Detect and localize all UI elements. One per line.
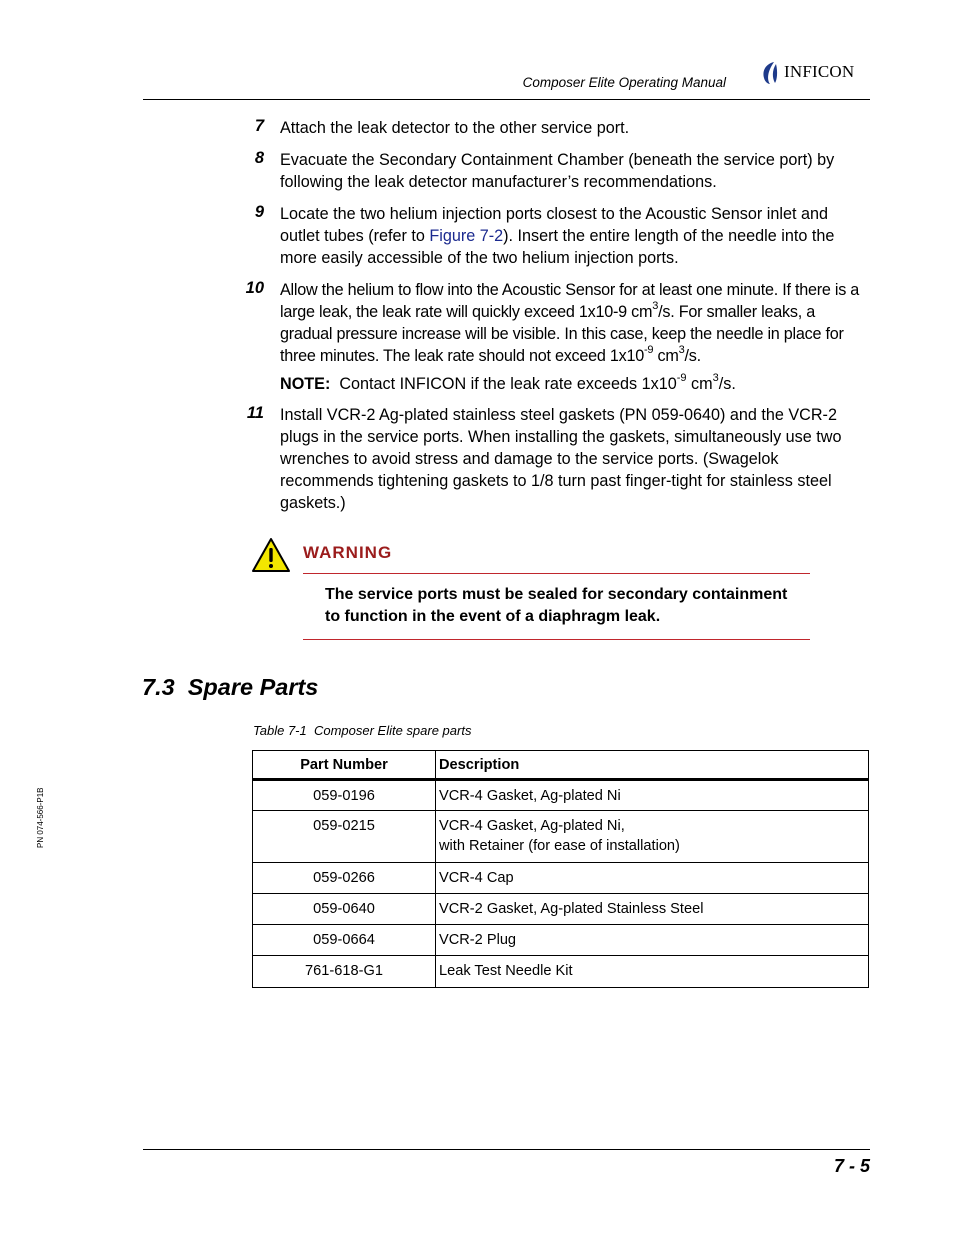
table-header-row [253,751,869,780]
note [280,371,736,394]
spare-parts-table [252,750,869,988]
warning-icon [251,537,291,573]
description-cell: VCR-4 Gasket, Ag-plated Ni, with Retainer (for ease of installation) [436,811,869,863]
warning-bottom-rule [303,639,810,640]
inficon-logo-icon [760,60,784,86]
description-cell: VCR-4 Gasket, Ag-plated Ni [436,780,869,811]
header-description: Description [436,751,869,780]
table-row [253,956,869,988]
footer-rule [143,1149,870,1150]
step-text: Install VCR-2 Ag-plated stainless steel gaskets (PN 059-0640) and the VCR-2 plugs in the service ports. When installing the gaskets, simultaneously use two wrenches to avoid stress and damage to the service ports. (Swagelok recommends tightening gaskets to 1/8 turn past finger-tight for stainless steel gaskets.) [280,406,842,512]
table-row [253,780,869,811]
warning-top-rule [303,573,810,574]
part-number-cell: 059-0664 [253,925,436,956]
note-label: NOTE: [280,375,331,393]
part-number-side-label: PN 074-566-P1B [36,787,45,848]
manual-title: Composer Elite Operating Manual [522,75,726,90]
step-number: 8 [254,149,264,167]
logo-text: INFICON [784,62,855,81]
page-number: 7 - 5 [833,1156,870,1176]
part-number-cell: 761-618-G1 [253,956,436,988]
warning-body: The service ports must be sealed for secondary containment to function in the event of a diaphragm leak. [325,586,788,625]
part-number-cell: 059-0640 [253,894,436,925]
section-title: 7.3 Spare Parts [142,674,319,700]
note-text: Contact INFICON if the leak rate exceeds $1x10^{-9}$ $cm^3/s$. [339,371,736,393]
figure-7-2-link[interactable]: Figure 7-2 [429,227,504,245]
table-row [253,863,869,894]
table-caption: Table 7-1 Composer Elite spare parts [253,723,472,738]
warning-title: WARNING [303,543,393,562]
description-cell: Leak Test Needle Kit [436,956,869,988]
step-text: Attach the leak detector to the other service port. [280,119,630,137]
header-part-number: Part Number [253,751,436,780]
step-text: Evacuate the Secondary Containment Chamber (beneath the service port) by following the leak detector manufacturer’s recommendations. [280,151,835,191]
table-row [253,894,869,925]
table-row [253,811,869,863]
description-cell: VCR-2 Plug [436,925,869,956]
header-rule [143,99,870,100]
part-number-cell: 059-0266 [253,863,436,894]
description-cell: VCR-4 Cap [436,863,869,894]
step-number: 10 [245,279,264,297]
step-text: Locate the two helium injection ports closest to the Acoustic Sensor inlet and outlet tubes (refer to Figure 7-2). Insert the entire length of the needle into the more easily accessible of the two helium injection ports. [280,205,835,267]
step-number: 7 [254,117,264,135]
part-number-cell: 059-0215 [253,811,436,863]
step-number: 9 [254,203,264,221]
step-text: Allow the helium to flow into the Acoustic Sensor for at least one minute. If there is a large leak, the leak rate will quickly exceed 1x10-9 $cm^3/s$. For smaller leaks, a gradual pressure increase will be visible. In this case, keep the needle in place for three minutes. The leak rate should not exceed $1x10^{-9}$ $cm^3/s$. [280,281,860,365]
part-number-cell: 059-0196 [253,780,436,811]
inficon-logo [760,60,875,86]
step-number: 11 [246,404,264,422]
table-row [253,925,869,956]
description-cell: VCR-2 Gasket, Ag-plated Stainless Steel [436,894,869,925]
